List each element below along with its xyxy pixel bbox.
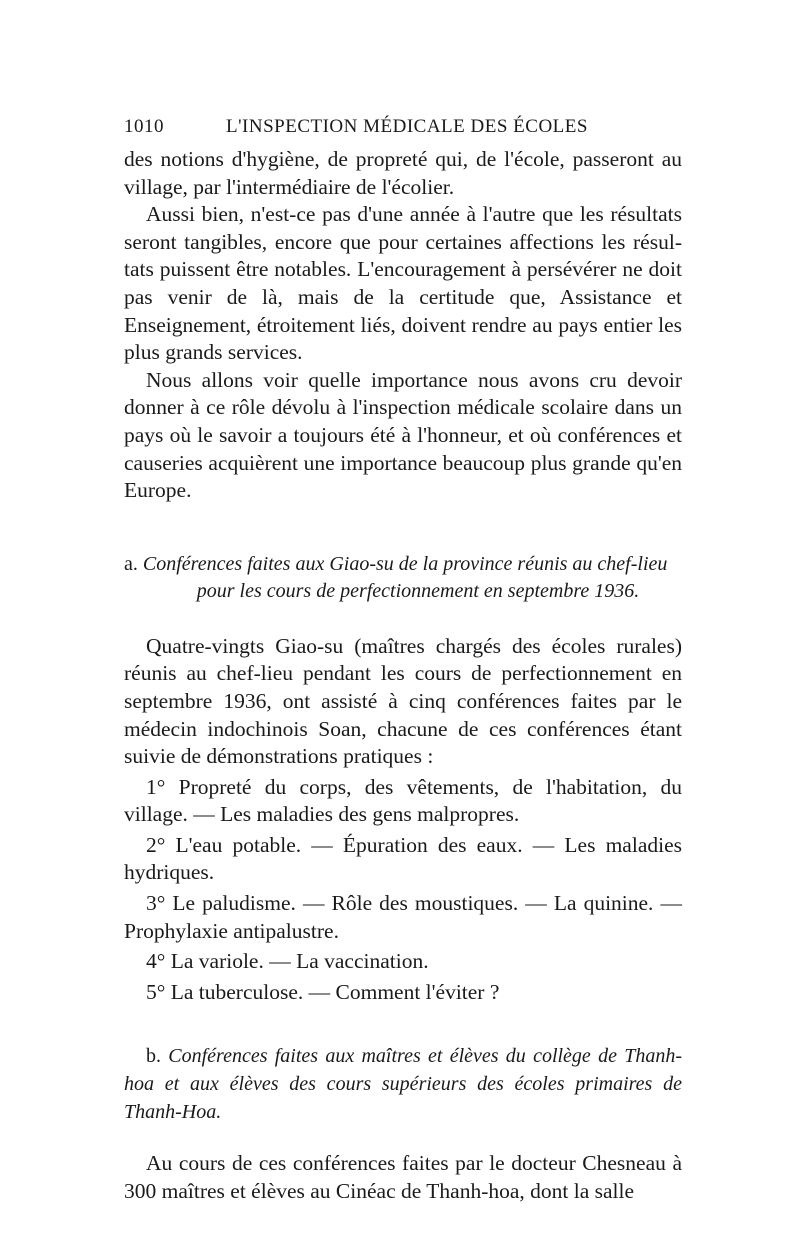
section-b-heading — [124, 1042, 682, 1126]
section-b-paragraph: Au cours de ces conférences faites par le docteur Chesneau à 300 maîtres et élèves au Cinéac de Thanh-hoa, dont la salle — [124, 1151, 682, 1204]
list-item: 2° L'eau potable. — Épuration des eaux. — Les maladies hydriques. — [124, 832, 682, 885]
section-b-heading-text: Conférences faites aux maîtres et élèves du collège de Thanh-hoa et aux élèves des cours supérieurs des écoles primaires de Thanh-Hoa. — [124, 1045, 682, 1124]
running-title: L'INSPECTION MÉDICALE DES ÉCOLES — [226, 116, 588, 137]
list-item: 3° Le paludisme. — Rôle des moustiques. — La quinine. — Prophylaxie antipalustre. — [124, 891, 682, 943]
lecture-list — [124, 774, 682, 1007]
section-b-label: b. — [146, 1045, 161, 1068]
section-a-heading-line1: Conférences faites aux Giao-su de la province réunis au chef-lieu — [142, 552, 668, 575]
section-a-heading — [124, 551, 682, 605]
running-header — [124, 116, 682, 146]
section-a-paragraph: Quatre-vingts Giao-su (maîtres chargés des écoles rurales) réunis au chef-lieu pendant les cours de perfectionnement en septembre 1936, ont assisté à cinq conférences faites par le médecin indochinois Soan, chacune de ces conférences étant suivie de démonstrations pratiques : — [124, 633, 682, 769]
page-number: 1010 — [124, 116, 164, 137]
list-item: 4° La variole. — La vaccination. — [146, 949, 429, 974]
list-item: 1° Propreté du corps, des vêtements, de l'habitation, du village. — Les maladies des gens malpropres. — [124, 774, 682, 827]
list-item: 5° La tuberculose. — Comment l'éviter ? — [146, 979, 500, 1004]
paragraph-1: des notions d'hygiène, de propreté qui, de l'école, passeront au village, par l'intermédiaire de l'écolier. — [124, 147, 682, 199]
document-page — [124, 116, 682, 1206]
section-b-body — [124, 1150, 682, 1205]
paragraph-3: Nous allons voir quelle importance nous avons cru devoir donner à ce rôle dévolu à l'inspection médicale scolaire dans un pays où le savoir a toujours été à l'honneur, et où conférences et causeries acquièrent une importance beaucoup plus grande qu'en Europe. — [124, 367, 682, 503]
section-a-label: a. — [124, 552, 138, 575]
section-a-heading-line2: pour les cours de perfectionnement en septembre 1936. — [196, 579, 640, 602]
paragraph-2: Aussi bien, n'est-ce pas d'une année à l'autre que les résultats seront tangibles, encore que pour certaines affections les résultats puissent être notables. L'encouragement à persévérer ne doit pas venir de là, mais de la certitude que, Assistance et Enseignement, étroitement liés, doivent rendre au pays entier les plus grands services. — [124, 202, 682, 365]
section-a-body — [124, 633, 682, 1007]
intro-text — [124, 146, 682, 505]
